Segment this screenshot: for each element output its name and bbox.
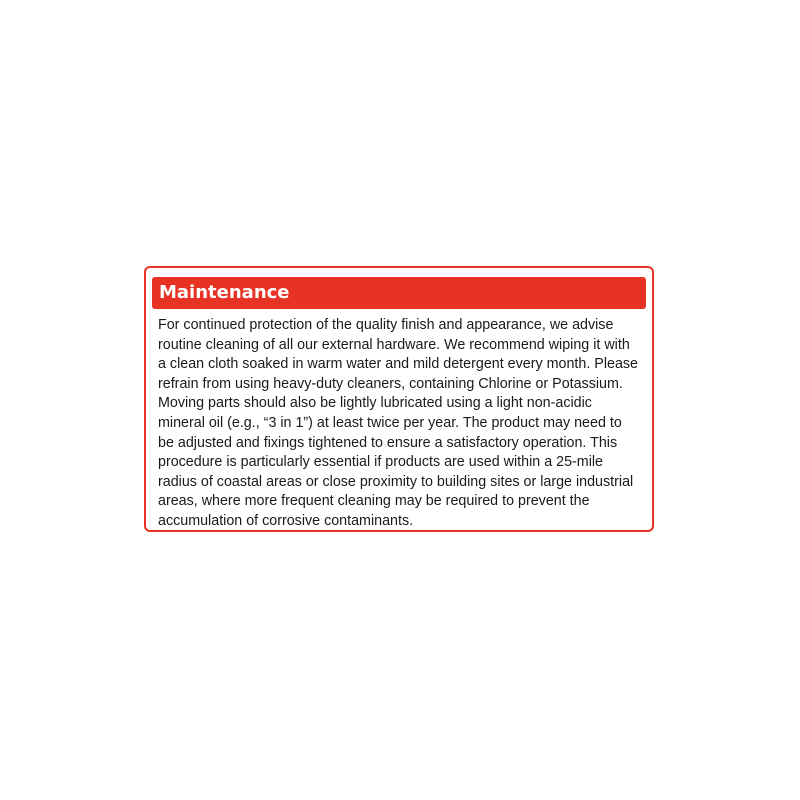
body-line-11: accumulation of corrosive contaminants. xyxy=(158,512,414,529)
body-line-4: refrain from using heavy-duty cleaners, containing Chlorine or Potassium. xyxy=(158,375,623,392)
body-line-9: radius of coastal areas or close proximity to building sites or large industrial xyxy=(158,473,634,490)
maintenance-notice-box xyxy=(144,266,654,532)
body-line-2: routine cleaning of all our external hardware. We recommend wiping it with xyxy=(158,336,630,353)
body-line-8: procedure is particularly essential if products are used within a 25-mile xyxy=(158,454,604,471)
maintenance-body-text xyxy=(158,316,650,532)
body-line-7: be adjusted and fixings tightened to ensure a satisfactory operation. This xyxy=(158,434,618,451)
body-line-6: mineral oil (e.g., “3 in 1”) at least twice per year. The product may need to xyxy=(158,414,622,431)
body-line-3: a clean cloth soaked in warm water and mild detergent every month. Please xyxy=(158,356,638,373)
body-line-5: Moving parts should also be lightly lubricated using a light non-acidic xyxy=(158,395,592,412)
maintenance-title: Maintenance xyxy=(159,282,290,303)
body-line-10: areas, where more frequent cleaning may be required to prevent the xyxy=(158,493,590,510)
body-line-1: For continued protection of the quality finish and appearance, we advise xyxy=(158,317,614,333)
maintenance-header-bar xyxy=(152,277,646,309)
